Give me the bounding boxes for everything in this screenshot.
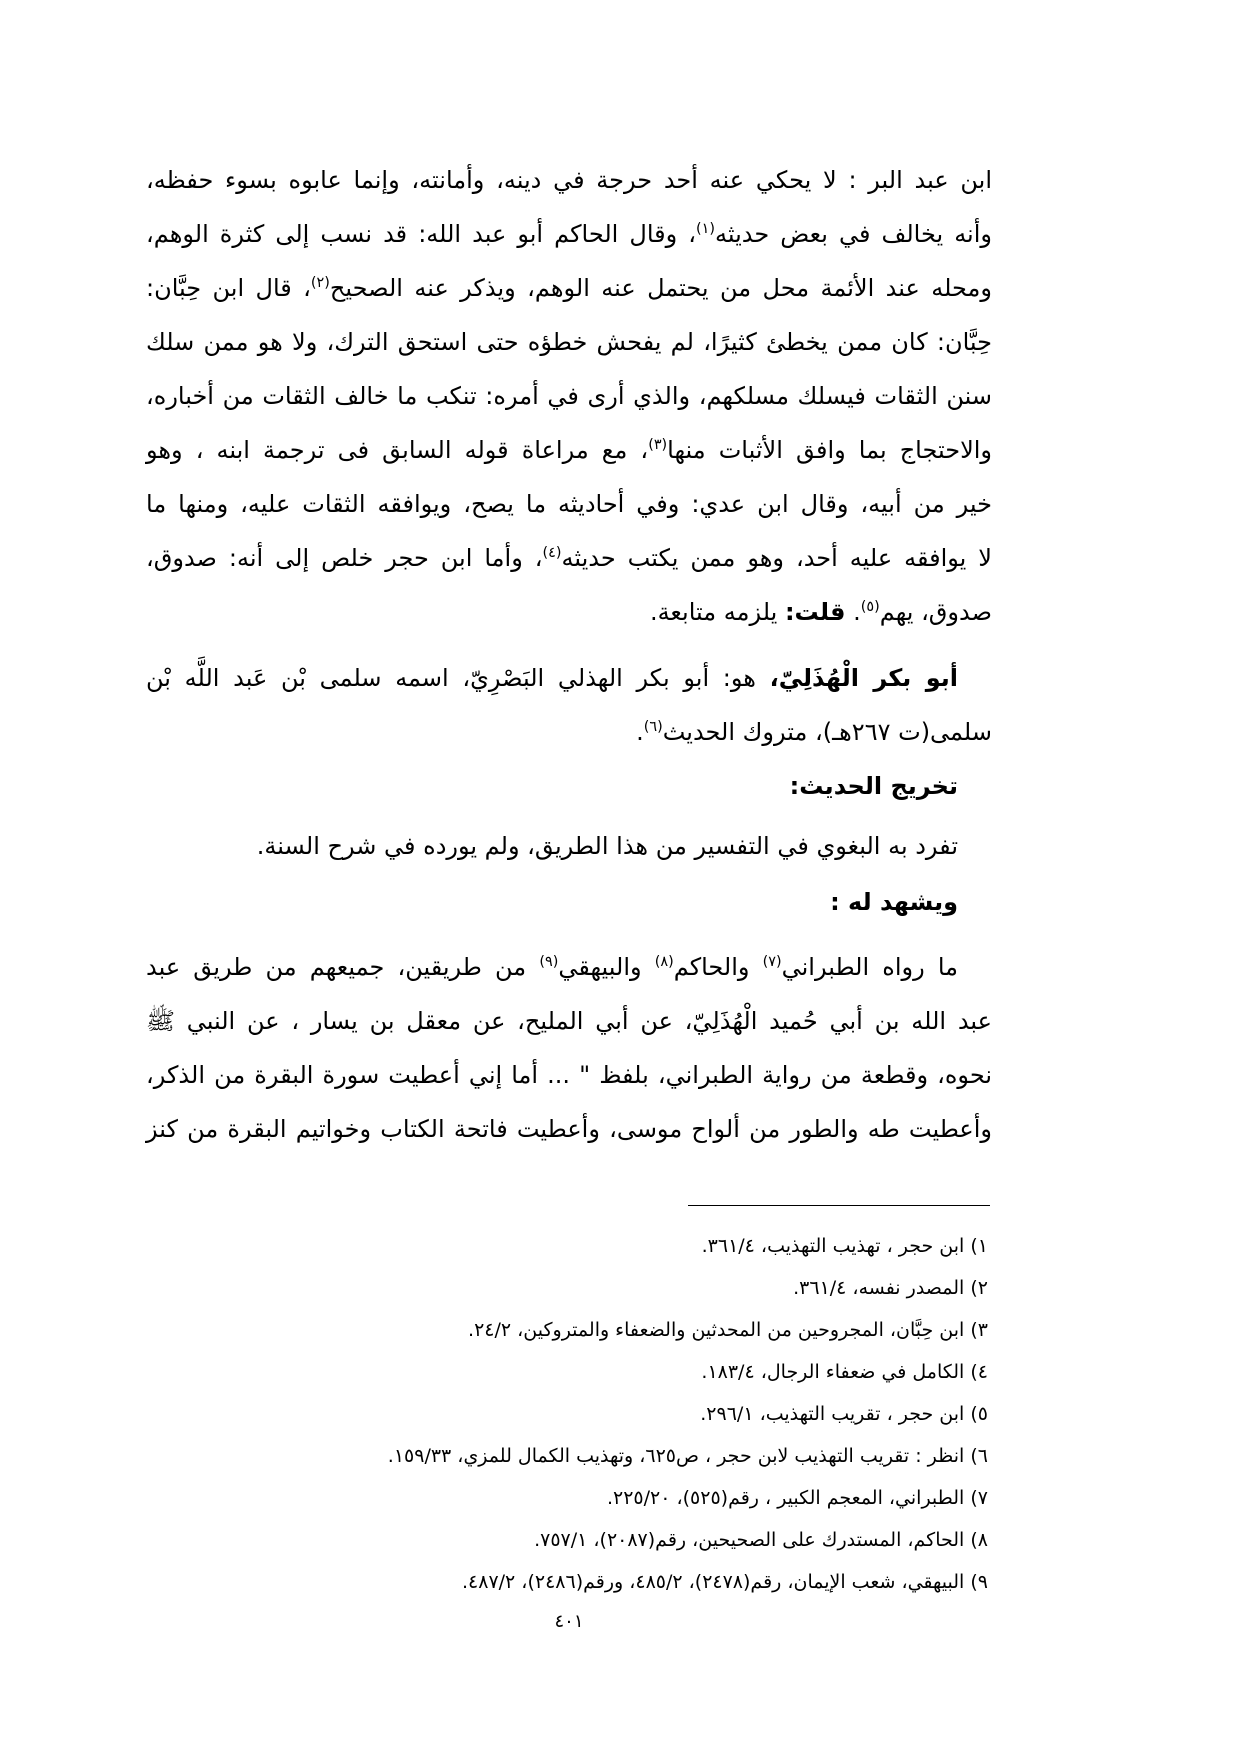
body-line-13 bbox=[146, 819, 992, 873]
body-line-16 bbox=[146, 994, 992, 1048]
footnote-ref-7: (٧) bbox=[762, 954, 782, 971]
body-line-15 bbox=[146, 940, 992, 994]
body-line-18 bbox=[146, 1102, 992, 1156]
text-run: وأعطيت طه والطور من ألواح موسى، وأعطيت فاتحة الكتاب وخواتيم البقرة من كنز bbox=[146, 1115, 992, 1143]
body-line-9 bbox=[146, 585, 992, 639]
body-line-1 bbox=[146, 153, 992, 207]
narrator-name: أبو بكر الْهُذَلِيّ، bbox=[769, 664, 958, 692]
body-line-2 bbox=[146, 207, 992, 261]
page-number: ٤٠١ bbox=[554, 1611, 584, 1632]
text-run: ، وقال الحاكم أبو عبد الله: قد نسب إلى كثرة الوهم، bbox=[146, 220, 696, 248]
body-line-7 bbox=[146, 477, 992, 531]
text-run: ، وأما ابن حجر خلص إلى أنه: صدوق، bbox=[146, 544, 543, 572]
body-line-8 bbox=[146, 531, 992, 585]
text-run: خير من أبيه، وقال ابن عدي: وفي أحاديثه ما يصح، ويوافقه الثقات عليه، ومنها ما bbox=[146, 490, 992, 518]
footnote-ref-1: (١) bbox=[696, 221, 715, 238]
text-run: ابن عبد البر : لا يحكي عنه أحد حرجة في دينه، وأمانته، وإنما عابوه بسوء حفظه، bbox=[146, 166, 992, 194]
text-run: ، مع مراعاة قوله السابق فى ترجمة ابنه ، وهو bbox=[146, 436, 649, 464]
text-run: لا يوافقه عليه أحد، وهو ممن يكتب حديثه bbox=[561, 544, 992, 572]
footnote-8: ٨) الحاكم، المستدرك على الصحيحين، رقم(٢٠٨٧)، ٧٥٧/١. bbox=[534, 1529, 988, 1551]
body-line-17 bbox=[146, 1048, 992, 1102]
footnote-3: ٣) ابن حِبَّان، المجروحين من المحدثين والضعفاء والمتروكين، ٢٤/٢. bbox=[468, 1319, 988, 1341]
bold-run-qultu: قلت: bbox=[784, 598, 846, 626]
text-run: وأنه يخالف في بعض حديثه bbox=[714, 220, 992, 248]
footnote-7: ٧) الطبراني، المعجم الكبير ، رقم(٥٢٥)، ٢٢٥/٢٠. bbox=[606, 1487, 988, 1509]
body-line-3 bbox=[146, 261, 992, 315]
main-text bbox=[146, 153, 992, 1156]
text-run: من طريقين، جميعهم من طريق عبد bbox=[146, 953, 540, 981]
footnote-ref-2: (٢) bbox=[310, 275, 330, 292]
text-run: هو: أبو بكر الهذلي البَصْرِيّ، اسمه سلمى بْن عَبد اللَّه بْن bbox=[146, 664, 770, 692]
footnote-ref-5: (٥) bbox=[860, 599, 880, 616]
text-run: والحاكم bbox=[673, 953, 763, 981]
body-line-6 bbox=[146, 423, 992, 477]
text-run: والبيهقي bbox=[558, 953, 655, 981]
text-run: والاحتجاج بما وافق الأثبات منها bbox=[667, 436, 993, 464]
text-run: ومحله عند الأئمة محل من يحتمل عنه الوهم، ويذكر عنه الصحيح bbox=[329, 274, 992, 302]
footnote-ref-4: (٤) bbox=[542, 545, 562, 562]
text-run: حِبَّان: كان ممن يخطئ كثيرًا، لم يفحش خطؤه حتى استحق الترك، ولا هو ممن سلك bbox=[146, 328, 992, 356]
footnote-5: ٥) ابن حجر ، تقريب التهذيب، ٢٩٦/١. bbox=[700, 1403, 988, 1425]
body-line-4 bbox=[146, 315, 992, 369]
footnote-separator bbox=[688, 1205, 990, 1206]
footnote-ref-8: (٨) bbox=[654, 954, 674, 971]
body-line-11 bbox=[146, 705, 992, 759]
section-heading-takhrij bbox=[146, 759, 992, 813]
text-run: صدوق، يهم bbox=[879, 598, 992, 626]
text-run: تفرد به البغوي في التفسير من هذا الطريق، ولم يورده في شرح السنة. bbox=[256, 832, 958, 860]
text-run: يلزمه متابعة. bbox=[649, 598, 785, 626]
text-run: ، قال ابن حِبَّان: bbox=[146, 274, 311, 302]
footnotes bbox=[146, 1225, 988, 1603]
footnote-ref-9: (٩) bbox=[539, 954, 559, 971]
footnote-9: ٩) البيهقي، شعب الإيمان، رقم(٢٤٧٨)، ٤٨٥/٢، ورقم(٢٤٨٦)، ٤٨٧/٢. bbox=[461, 1571, 988, 1593]
text-run: سنن الثقات فيسلك مسلكهم، والذي أرى في أمره: تنكب ما خالف الثقات من أخباره، bbox=[146, 382, 992, 410]
footnote-4: ٤) الكامل في ضعفاء الرجال، ١٨٣/٤. bbox=[701, 1361, 988, 1383]
footnote-2: ٢) المصدر نفسه، ٣٦١/٤. bbox=[793, 1277, 988, 1299]
heading-text: ويشهد له : bbox=[830, 888, 958, 916]
heading-text: تخريج الحديث: bbox=[789, 772, 958, 800]
footnote-1: ١) ابن حجر ، تهذيب التهذيب، ٣٦١/٤. bbox=[701, 1235, 988, 1257]
text-run: سلمى(ت ٢٦٧هـ)، متروك الحديث bbox=[662, 718, 992, 746]
text-run: . bbox=[845, 598, 861, 626]
footnote-ref-3: (٣) bbox=[648, 437, 668, 454]
body-line-10 bbox=[146, 651, 992, 705]
text-run: ما رواه الطبراني bbox=[781, 953, 959, 981]
footnote-6: ٦) انظر : تقريب التهذيب لابن حجر ، ص٦٢٥، وتهذيب الكمال للمزي، ١٥٩/٣٣. bbox=[387, 1445, 988, 1467]
section-heading-shawahid bbox=[146, 875, 992, 929]
text-run: . bbox=[636, 718, 644, 746]
body-line-5 bbox=[146, 369, 992, 423]
text-run: عبد الله بن أبي حُميد الْهُذَلِيّ، عن أبي المليح، عن معقل بن يسار ، عن النبي ﷺ bbox=[146, 1007, 992, 1035]
footnote-ref-6: (٦) bbox=[643, 719, 663, 736]
text-run: نحوه، وقطعة من رواية الطبراني، بلفظ " ... أما إني أعطيت سورة البقرة من الذكر، bbox=[146, 1061, 992, 1089]
